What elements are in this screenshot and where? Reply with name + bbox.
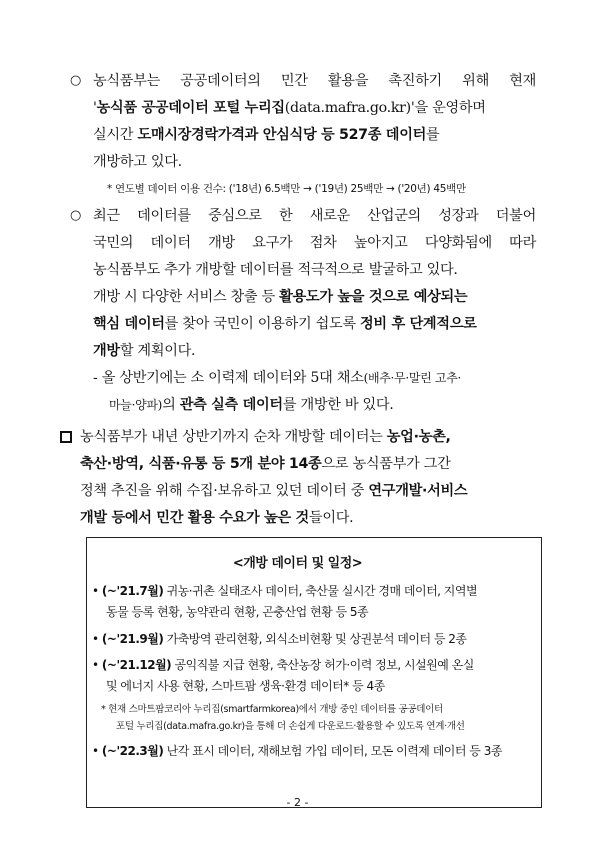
s1-line3: 실시간 도매시장경락가격과 안심식당 등 527종 데이터를 — [93, 127, 440, 143]
circle-bullet-2: ○ — [70, 208, 82, 223]
box-footnote-line2: 포털 누리집(data.mafra.go.kr)을 통해 더 손쉽게 다운로드·활용할 수 있도록 연계·개선 — [116, 721, 465, 732]
s3-line1: 농식품부가 내년 상반기까지 순차 개방할 데이터는 농업·농촌, — [80, 429, 451, 445]
box-item-1-line1: • (~'21.7월) 귀농·귀촌 실태조사 데이터, 축산물 실시간 경매 데이터, 지역별 — [92, 584, 478, 598]
box-item-3-line1: • (~'21.12월) 공익직불 지급 현황, 축산농장 허가·이력 정보, 시설원예 온실 — [92, 658, 474, 672]
box-item-2-line1: • (~'21.9월) 가축방역 관리현황, 외식소비현황 및 상권분석 데이터 등 2종 — [92, 632, 467, 646]
page-number: - 2 - — [286, 796, 309, 809]
s2-line3: 농식품부도 추가 개방할 데이터를 적극적으로 발굴하고 있다. — [93, 262, 458, 278]
box-footnote-line1: * 현재 스마트팜코리아 누리집(smartfarmkorea)에서 개방 중인 데이터를 공공데이터 — [101, 704, 443, 715]
box-item-1-line2: 동물 등록 현황, 농약관리 현황, 곤충산업 현황 등 5종 — [106, 605, 369, 619]
s2-line1: 최근 데이터를 중심으로 한 새로운 산업군의 성장과 더불어 — [93, 208, 536, 224]
s1-line4: 개방하고 있다. — [93, 154, 182, 170]
box-title: <개방 데이터 및 일정> — [232, 556, 363, 571]
s3-line2: 축산·방역, 식품·유통 등 5개 분야 14종으로 농식품부가 그간 — [80, 456, 451, 472]
s2-line2: 국민의 데이터 개방 요구가 점차 높아지고 다양화됨에 따라 — [93, 235, 536, 251]
s1-footnote: * 연도별 데이터 이용 건수: ('18년) 6.5백만 → ('19년) 25백만 → ('20년) 45백만 — [107, 183, 466, 195]
s1-line1: 농식품부는 공공데이터의 민간 활용을 촉진하기 위해 현재 — [93, 73, 536, 89]
s2-line6: 개방할 계획이다. — [93, 343, 196, 359]
s3-line3: 정책 추진을 위해 수집·보유하고 있던 데이터 중 연구개발·서비스 — [80, 483, 468, 499]
box-item-3-line2: 및 에너지 사용 현황, 스마트팜 생육·환경 데이터* 등 4종 — [106, 679, 385, 693]
circle-bullet-1: ○ — [70, 73, 82, 88]
s2-sub-line1: - 올 상반기에는 소 이력제 데이터와 5대 채소(배추·무·말린 고추· — [93, 370, 462, 386]
s2-line5: 핵심 데이터를 찾아 국민이 이용하기 쉽도록 정비 후 단계적으로 — [93, 316, 477, 332]
s2-line4: 개방 시 다양한 서비스 창출 등 활용도가 높을 것으로 예상되는 — [93, 289, 468, 305]
square-bullet — [60, 431, 72, 443]
s2-sub-line2: 마늘·양파)의 관측 실측 데이터를 개방한 바 있다. — [109, 397, 394, 413]
s3-line4: 개발 등에서 민간 활용 수요가 높은 것들이다. — [80, 510, 354, 526]
box-item-4-line1: • (~'22.3월) 난각 표시 데이터, 재해보험 가입 데이터, 모돈 이력제 데이터 등 3종 — [92, 744, 502, 758]
s1-line2: '농식품 공공데이터 포털 누리집(data.mafra.go.kr)'을 운영하며 — [93, 100, 486, 116]
